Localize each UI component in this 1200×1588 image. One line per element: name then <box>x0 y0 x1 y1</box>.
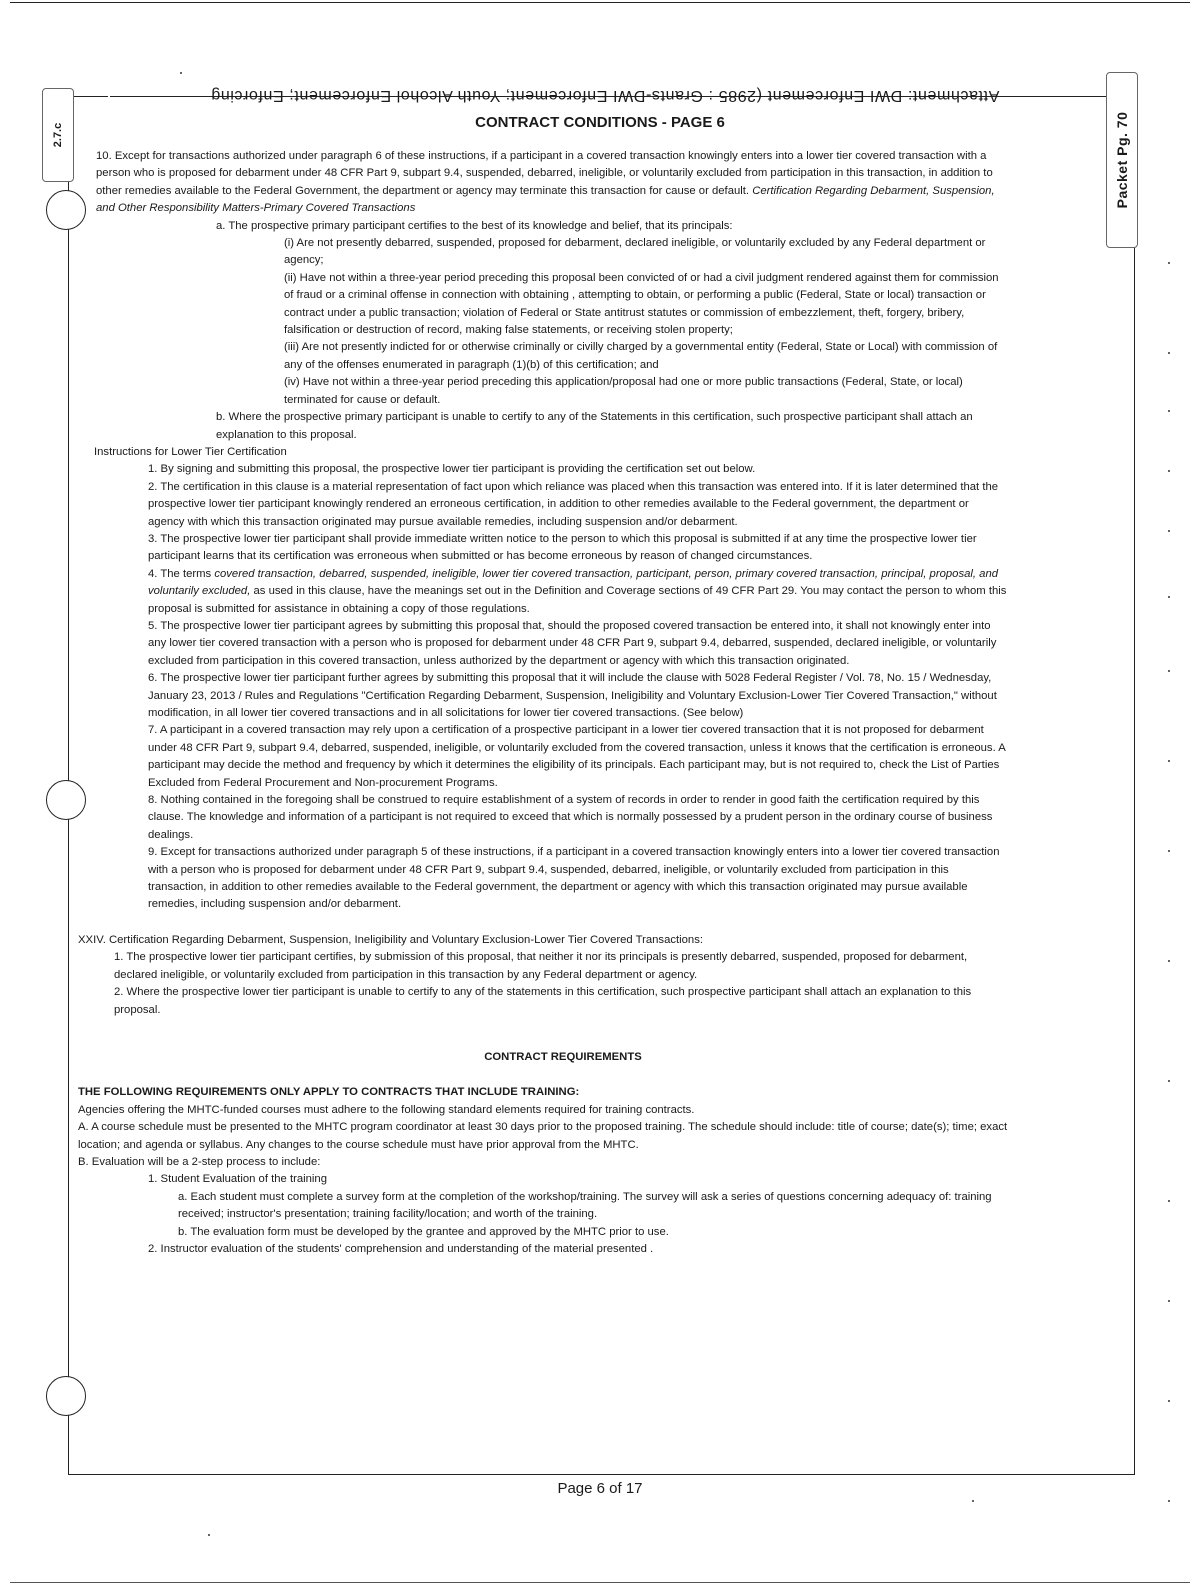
page-title: CONTRACT CONDITIONS - PAGE 6 <box>475 114 725 131</box>
bottom-border <box>68 1474 1135 1475</box>
scan-speck <box>1168 1500 1170 1502</box>
paragraph-10-italic: Certification Regarding Debarment, Suspension, and Other Responsibility Matters-Primary Covered Transactions <box>96 184 995 215</box>
scan-speck <box>1168 1300 1170 1302</box>
page-number: Page 6 of 17 <box>557 1480 643 1497</box>
scan-speck <box>1168 760 1170 762</box>
left-tab-label: 2.7.c <box>52 122 64 148</box>
lower-tier-item-3: 3. The prospective lower tier participant shall provide immediate written notice to the person to which this proposal is submitted if at any time the prospective lower tier participant learns that its certification was erroneous when submitted or has become erroneous by reason of changed circumstances. <box>148 532 977 563</box>
top-border <box>10 2 1190 3</box>
scan-speck <box>1168 1200 1170 1202</box>
lower-tier-item-5: 5. The prospective lower tier participant agrees by submitting this proposal that, should the proposed covered transaction be entered into, it shall not knowingly enter into any lower tier covered transaction with a person who is proposed for debarment under 48 CFR Part 9, subpart 9.4, debarred, suspended, declared ineligible, or voluntarily excluded from participation in this covered transaction, unless authorized by the department or agency with which this transaction originated. <box>148 619 997 667</box>
scan-speck <box>1168 1080 1170 1082</box>
training-item-b1a: a. Each student must complete a survey form at the completion of the workshop/training. The survey will ask a series of questions concerning adequacy of: training received; instructor's presentation; training facility/location; and worth of the training. <box>178 1190 992 1221</box>
spacer <box>78 914 1008 932</box>
attachment-header-upside-down: Attachment: DWI Enforcement (2985 : Grants-DWI Enforcement; Youth Alcohol Enforcement; Enforcing <box>210 87 1000 104</box>
lower-tier-item-1: 1. By signing and submitting this proposal, the prospective lower tier participant is providing the certification set out below. <box>148 463 756 476</box>
lower-tier-item-6: 6. The prospective lower tier participant further agrees by submitting this proposal that it will include the clause with 5028 Federal Register / Vol. 78, No. 15 / Wednesday, January 23, 2013 / Rules and Regulations "Certification Regarding Debarment, Suspension, Ineligibility and Voluntary Exclusion-Lower Tier Covered Transaction," without modification, in all lower tier covered transactions and in all solicitations for lower tier covered transactions. (See below) <box>148 672 997 719</box>
section-xxiv-item-1: 1. The prospective lower tier participant certifies, by submission of this proposal, that neither it nor its principals is presently debarred, suspended, proposed for debarment, declared ineligible, or voluntarily excluded from participation in this transaction by any Federal department or agency. <box>114 951 968 981</box>
item-a: a. The prospective primary participant certifies to the best of its knowledge and belief, that its principals: <box>216 219 733 232</box>
scan-speck <box>972 1500 974 1502</box>
scan-speck <box>208 1534 210 1536</box>
lower-tier-item-8: 8. Nothing contained in the foregoing shall be construed to require establishment of a system of records in order to render in good faith the certification required by this clause. The knowledge and information of a participant is not required to exceed that which is normally possessed by a prudent person in the ordinary course of business dealings. <box>148 794 993 841</box>
item-4-post: as used in this clause, have the meanings set out in the Definition and Coverage sections of 49 CFR Part 29. You may contact the person to whom this proposal is submitted for assistance in obtaining a copy of those regulations. <box>148 585 1007 615</box>
scan-speck <box>1168 410 1170 412</box>
scan-speck <box>1168 470 1170 472</box>
binder-hole-bottom <box>46 1376 86 1416</box>
item-i: (i) Are not presently debarred, suspended, proposed for debarment, declared ineligible, or voluntarily excluded by any Federal department or agency; <box>284 237 986 267</box>
spacer <box>78 1019 1008 1049</box>
lower-tier-heading: Instructions for Lower Tier Certification <box>94 445 287 458</box>
scan-speck <box>1168 262 1170 264</box>
lower-tier-item-4 <box>78 566 1008 618</box>
item-4-italic: covered transaction, debarred, suspended, ineligible, lower tier covered transaction, participant, person, primary covered transaction, principal, proposal, and voluntarily excluded, <box>148 567 999 598</box>
paragraph-10-text: 10. Except for transactions authorized under paragraph 6 of these instructions, if a participant in a covered transaction knowingly enters into a lower tier covered transaction with a person who is proposed for debarment under 48 CFR Part 9, subpart 9.4, suspended, debarred, ineligible, or voluntarily excluded from participation in this transaction, in addition to other remedies available to the Federal Government, the department or agency may terminate this transaction for cause or default. <box>96 150 993 197</box>
scan-speck <box>1168 1400 1170 1402</box>
lower-tier-item-2: 2. The certification in this clause is a material representation of fact upon which reliance was placed when this transaction was entered into. If it is later determined that the prospective lower tier participant knowingly rendered an erroneous certification, in addition to other remedies available to the Federal government, the department or agency with which this transaction originated may pursue available remedies, including suspension and/or debarment. <box>148 480 999 528</box>
lower-tier-item-7: 7. A participant in a covered transaction may rely upon a certification of a prospective participant in a lower tier covered transaction that it is not proposed for debarment under 48 CFR Part 9, subpart 9.4, debarred, suspended, ineligible, or voluntarily excluded from the covered transaction, unless it knows that the certification is erroneous. A participant may decide the method and frequency by which it determines the eligibility of its principals. Each participant may, but is not required to, check the List of Parties Excluded from Federal Procurement and Non-procurement Programs. <box>148 724 1006 789</box>
right-border <box>1134 95 1135 1475</box>
training-item-b: B. Evaluation will be a 2-step process to include: <box>78 1155 321 1168</box>
scan-speck <box>1168 960 1170 962</box>
packet-page-label: Packet Pg. 70 <box>1114 111 1130 209</box>
item-iv: (iv) Have not within a three-year period preceding this application/proposal had one or more public transactions (Federal, State, or local) terminated for cause or default. <box>284 376 963 406</box>
item-iii: (iii) Are not presently indicted for or otherwise criminally or civilly charged by a governmental entity (Federal, State or Local) with commission of any of the offenses enumerated in paragraph (1)(b) of this certification; and <box>284 341 998 371</box>
training-heading: THE FOLLOWING REQUIREMENTS ONLY APPLY TO CONTRACTS THAT INCLUDE TRAINING: <box>78 1086 580 1099</box>
packet-page-tab <box>1106 72 1138 248</box>
scan-speck <box>1168 670 1170 672</box>
header-rule-left <box>68 96 108 97</box>
paragraph-10 <box>78 148 1008 218</box>
scan-speck <box>180 72 182 74</box>
item-b: b. Where the prospective primary participant is unable to certify to any of the Statements in this certification, such prospective participant shall attach an explanation to this proposal. <box>216 411 973 441</box>
scan-speck <box>1168 530 1170 532</box>
item-4-pre: 4. The terms <box>148 567 212 580</box>
training-item-b2: 2. Instructor evaluation of the students' comprehension and understanding of the material presented . <box>148 1242 654 1255</box>
section-xxiv-heading: XXIV. Certification Regarding Debarment, Suspension, Ineligibility and Voluntary Exclusion-Lower Tier Covered Transactions: <box>78 933 704 946</box>
spacer <box>78 1066 1008 1084</box>
item-ii: (ii) Have not within a three-year period preceding this proposal been convicted of or had a civil judgment rendered against them for commission of fraud or a criminal offense in connection with obtaining , attempting to obtain, or performing a public (Federal, State or local) transaction or contract under a public transaction; violation of Federal or State antitrust statutes or commission of embezzlement, theft, forgery, bribery, falsification or destruction of record, making false statements, or receiving stolen property; <box>284 271 999 337</box>
scan-speck <box>1168 352 1170 354</box>
training-intro: Agencies offering the MHTC-funded courses must adhere to the following standard elements required for training contracts. <box>78 1103 695 1116</box>
training-item-b1b: b. The evaluation form must be developed by the grantee and approved by the MHTC prior to use. <box>178 1225 669 1238</box>
left-tab <box>42 88 74 182</box>
scan-speck <box>1168 850 1170 852</box>
training-item-a: A. A course schedule must be presented to the MHTC program coordinator at least 30 days prior to the proposed training. The schedule should include: title of course; date(s); time; exact location; and agenda or syllabus. Any changes to the course schedule must have prior approval from the MHTC. <box>78 1121 1008 1151</box>
training-item-b1: 1. Student Evaluation of the training <box>148 1173 327 1186</box>
scan-speck <box>1168 596 1170 598</box>
document-body <box>78 148 1008 1258</box>
page-base-line <box>10 1582 1190 1583</box>
section-xxiv-item-2: 2. Where the prospective lower tier participant is unable to certify to any of the statements in this certification, such prospective participant shall attach an explanation to this proposal. <box>114 986 972 1016</box>
header-rule-right <box>1066 96 1106 97</box>
lower-tier-item-9: 9. Except for transactions authorized under paragraph 5 of these instructions, if a participant in a covered transaction knowingly enters into a lower tier covered transaction with a person who is proposed for debarment under 48 CFR Part 9, subpart 9.4, suspended, debarred, ineligible, or voluntarily excluded from participation in this transaction, in addition to other remedies available to the Federal government, the department or agency with which this transaction originated may pursue available remedies, including suspension and/or debarment. <box>148 846 1000 911</box>
contract-requirements-heading: CONTRACT REQUIREMENTS <box>484 1050 642 1063</box>
